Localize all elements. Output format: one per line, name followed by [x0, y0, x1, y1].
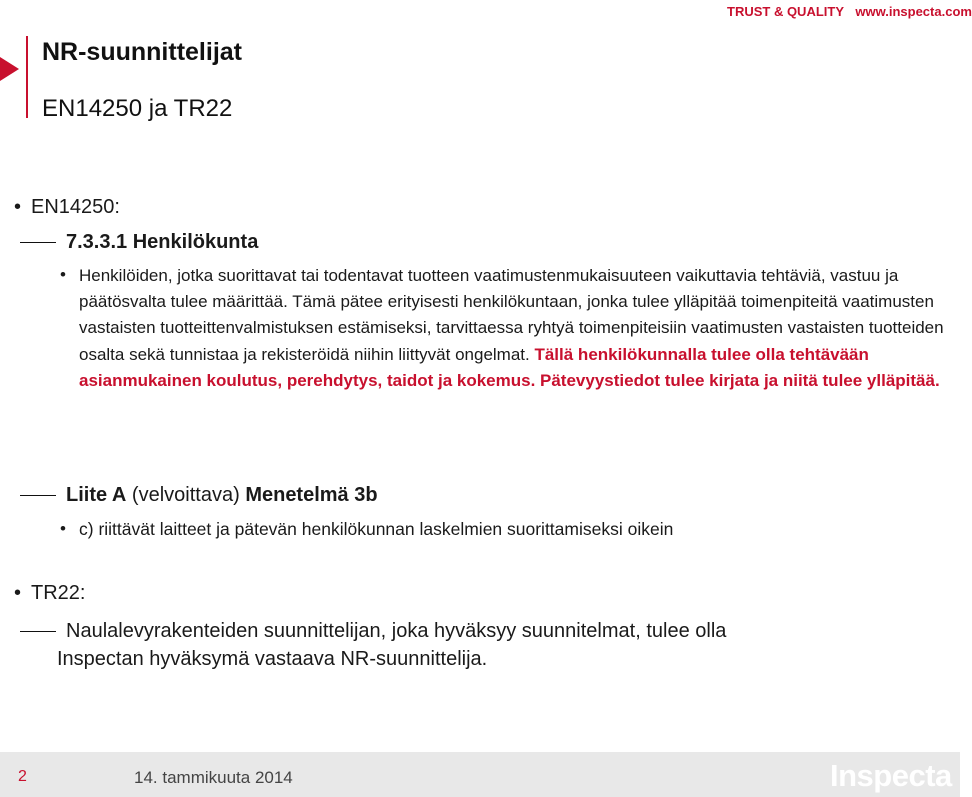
subsection-henkilokunta [20, 231, 258, 254]
inspecta-logo: Inspecta [830, 758, 952, 793]
page-subtitle: EN14250 ja TR22 [42, 95, 233, 122]
subsection-number: 7.3.3.1 [66, 231, 128, 253]
section-label: TR22: [31, 582, 86, 604]
paragraph-highlight: Tällä henkilökunnalla tulee olla tehtävään asianmukainen koulutus, perehdytys, taidot ja kokemus. Pätevyystiedot tulee kirjata ja niitä tulee ylläpitää. [79, 344, 940, 390]
liite-label: Liite A [66, 484, 127, 506]
bullet-icon: • [60, 519, 66, 538]
bullet-icon: • [14, 582, 22, 604]
tr22-text-2: Inspectan hyväksymä vastaava NR-suunnittelija. [57, 648, 488, 670]
henkilokunta-paragraph [79, 263, 949, 394]
title-accent-line [26, 36, 28, 118]
bullet-icon: • [14, 196, 22, 218]
title-arrow-icon [0, 57, 19, 81]
bullet-icon: • [60, 265, 66, 284]
dash-icon [20, 631, 56, 633]
brand-tagline: TRUST & QUALITY [727, 4, 844, 19]
section-en14250 [14, 196, 120, 219]
brand-url[interactable]: www.inspecta.com [855, 4, 972, 19]
page-title: NR-suunnittelijat [42, 38, 242, 66]
method-item: c) riittävät laitteet ja pätevän henkilökunnan laskelmien suorittamiseksi oikein [79, 519, 674, 539]
tr22-line-1 [20, 620, 726, 643]
section-tr22 [14, 582, 85, 605]
paragraph-text: Henkilöiden, jotka suorittavat tai todentavat tuotteen vaatimustenmukaisuuteen vaikuttavia tehtäviä, vastuu ja päätösvalta tulee määrittää. Tämä pätee erityisesti henkilökuntaan, jonka tulee ylläpitää toimenpiteitä vaatimusten vastaisten tuotteittenvalmistuksen estämiseksi, tarvittaessa ryhtyä toimenpiteisiin vaatimusten vastaisten tuotteiden osalta sekä tunnistaa ja rekisteröidä niihin liittyvät ongelmat. [79, 266, 944, 364]
dash-icon [20, 495, 56, 497]
liite-type: (velvoittava) [126, 484, 246, 506]
tr22-text-1: Naulalevyrakenteiden suunnittelijan, joka hyväksyy suunnitelmat, tulee olla [66, 620, 727, 642]
dash-icon [20, 242, 56, 244]
method-label: Menetelmä 3b [245, 484, 378, 506]
page-number: 2 [18, 768, 27, 785]
footer-date: 14. tammikuuta 2014 [134, 768, 293, 787]
subsection-liite-a [20, 484, 378, 507]
header-brand [727, 4, 972, 19]
section-label: EN14250: [31, 196, 120, 218]
subsection-title: Henkilökunta [132, 231, 259, 253]
